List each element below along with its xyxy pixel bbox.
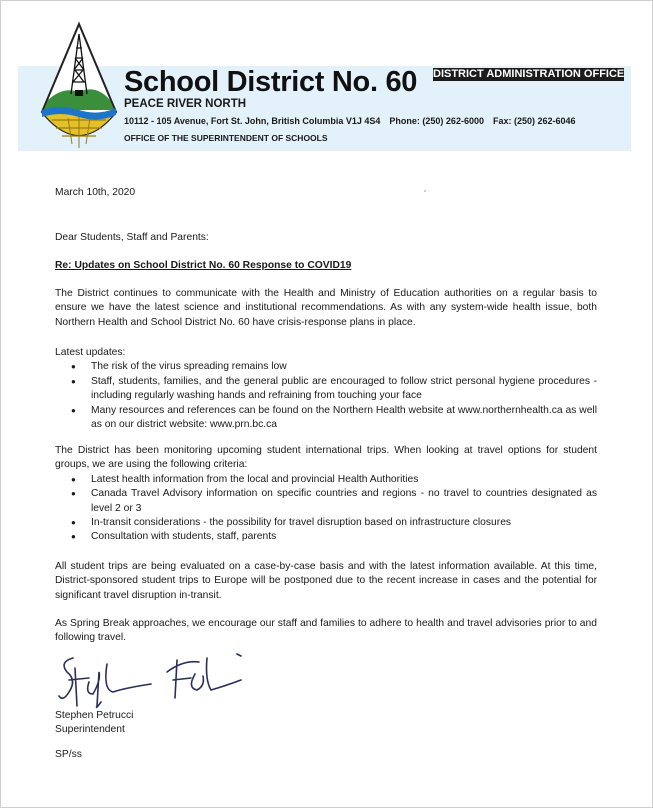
list-item: ● Latest health information from the local and provincial Health Authorities xyxy=(67,473,597,487)
list-item: ● Canada Travel Advisory information on specific countries and regions - no travel to countries designated as level 2 or 3 xyxy=(67,487,597,516)
updates-heading: Latest updates: xyxy=(55,347,126,358)
typist-initials: SP/ss xyxy=(55,749,82,760)
spring-break-paragraph xyxy=(55,617,597,646)
updates-section xyxy=(55,346,597,432)
list-item: ● In-transit considerations - the possibility for travel disruption based on infrastructure closures xyxy=(67,516,597,530)
list-item: ● Consultation with students, staff, parents xyxy=(67,530,597,544)
scan-speck xyxy=(424,190,426,192)
intro-text: The District continues to communicate with the Health and Ministry of Education authorities on a regular basis to ensure we have the latest science and institutional recommendations. As with any system-wide health issue, both Northern Health and School District No. 60 have crisis-response plans in place. xyxy=(55,288,597,328)
signature-image xyxy=(55,650,255,710)
subject-line: Re: Updates on School District No. 60 Response to COVID19 xyxy=(55,260,352,271)
list-item: ● The risk of the virus spreading remains low xyxy=(67,360,597,374)
region-name: PEACE RIVER NORTH xyxy=(124,98,247,110)
address: 10112 - 105 Avenue, Fort St. John, British Columbia V1J 4S4 xyxy=(124,116,381,126)
salutation: Dear Students, Staff and Parents: xyxy=(55,232,209,243)
travel-intro: The District has been monitoring upcoming student international trips. When looking at travel options for student groups, we are using the following criteria: xyxy=(55,445,597,471)
updates-list xyxy=(55,360,597,432)
office-name: OFFICE OF THE SUPERINTENDENT OF SCHOOLS xyxy=(124,133,328,143)
contact-line xyxy=(124,116,585,126)
spring-break-text: As Spring Break approaches, we encourage our staff and families to adhere to health and travel advisories prior to and following travel. xyxy=(55,618,597,644)
signer-title: Superintendent xyxy=(55,724,125,735)
list-item: ● Staff, students, families, and the general public are encouraged to follow strict personal hygiene procedures - including regularly washing hands and refraining from touching your face xyxy=(67,375,597,404)
intro-paragraph xyxy=(55,287,597,330)
district-name: School District No. 60 xyxy=(124,66,418,98)
signer-block xyxy=(55,709,133,737)
district-logo-icon xyxy=(38,20,120,156)
phone: Phone: (250) 262-6000 xyxy=(389,116,484,126)
fax: Fax: (250) 262-6046 xyxy=(492,116,576,126)
trips-text: All student trips are being evaluated on a case-by-case basis and with the latest information available. At this time, District-sponsored student trips to Europe will be postponed due to the recent increase in cases and the potential for significant travel disruption in-transit. xyxy=(55,561,597,601)
trips-paragraph xyxy=(55,560,597,603)
admin-office-label: DISTRICT ADMINISTRATION OFFICE xyxy=(433,68,625,80)
criteria-list xyxy=(55,473,597,545)
list-item: ● Many resources and references can be found on the Northern Health website at www.northernhealth.ca as well as on our district website: www.prn.bc.ca xyxy=(67,404,597,433)
travel-section xyxy=(55,444,597,545)
letter-date: March 10th, 2020 xyxy=(55,187,136,198)
signer-name: Stephen Petrucci xyxy=(55,710,134,721)
